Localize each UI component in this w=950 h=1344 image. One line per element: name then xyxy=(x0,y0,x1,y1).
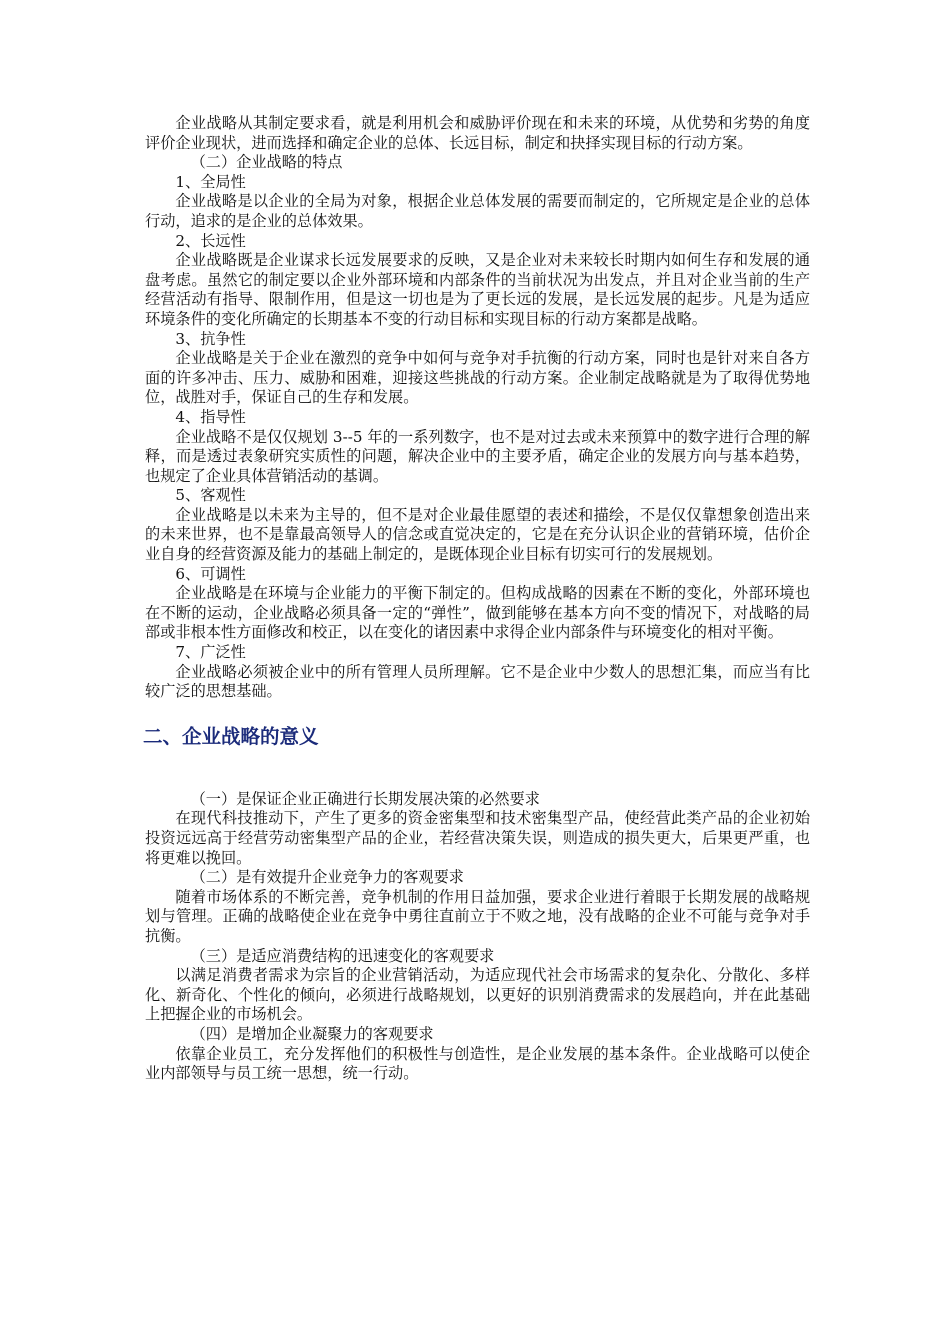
feature-text: 企业战略既是企业谋求长远发展要求的反映，又是企业对未来较长时期内如何生存和发展的通盘考虑。虽然它的制定要以企业外部环境和内部条件的当前状况为出发点，并且对企业当前的生产经营活动有指导、限制作用，但是这一切也是为了更长远的发展，是长远发展的起步。凡是为适应环境条件的变化所确定的长期基本不变的行动目标和实现目标的行动方案都是战略。 xyxy=(145,251,810,328)
feature-title: 1、全局性 xyxy=(175,172,246,191)
features-heading: （二）企业战略的特点 xyxy=(190,153,343,172)
feature-text: 企业战略是在环境与企业能力的平衡下制定的。但构成战略的因素在不断的变化，外部环境也在不断的运动，企业战略必须具备一定的“弹性”，做到能够在基本方向不变的情况下，对战略的局部或非根本性方面修改和校正，以在变化的诸因素中求得企业内部条件与环境变化的相对平衡。 xyxy=(145,584,810,642)
significance-text: 以满足消费者需求为宗旨的企业营销活动，为适应现代社会市场需求的复杂化、分散化、多样化、新奇化、个性化的倾向，必须进行战略规划，以更好的识别消费需求的发展趋向，并在此基础上把握企业的市场机会。 xyxy=(145,966,810,1024)
intro-paragraph: 企业战略从其制定要求看，就是利用机会和威胁评价现在和未来的环境，从优势和劣势的角度评价企业现状，进而选择和确定企业的总体、长远目标，制定和抉择实现目标的行动方案。 xyxy=(145,114,810,152)
feature-text: 企业战略不是仅仅规划 3--5 年的一系列数字，也不是对过去或未来预算中的数字进行合理的解释，而是透过表象研究实质性的问题，解决企业中的主要矛盾，确定企业的发展方向与基本趋势，也规定了企业具体营销活动的基调。 xyxy=(145,427,810,485)
feature-text: 企业战略是关于企业在激烈的竞争中如何与竞争对手抗衡的行动方案，同时也是针对来自各方面的许多冲击、压力、威胁和困难，迎接这些挑战的行动方案。企业制定战略就是为了取得优势地位，战胜对手，保证自己的生存和发展。 xyxy=(145,349,810,407)
significance-title: （一）是保证企业正确进行长期发展决策的必然要求 xyxy=(190,789,540,808)
feature-text: 企业战略是以未来为主导的，但不是对企业最佳愿望的表述和描绘，不是仅仅靠想象创造出来的未来世界，也不是靠最高领导人的信念或直觉决定的，它是在充分认识企业的营销环境，估价企业自身的经营资源及能力的基础上制定的，是既体现企业目标有切实可行的发展规划。 xyxy=(145,505,810,564)
significance-text: 依靠企业员工，充分发挥他们的积极性与创造性，是企业发展的基本条件。企业战略可以使企业内部领导与员工统一思想，统一行动。 xyxy=(145,1044,810,1083)
feature-text: 企业战略必须被企业中的所有管理人员所理解。它不是企业中少数人的思想汇集，而应当有比较广泛的思想基础。 xyxy=(145,662,810,701)
significance-text: 在现代科技推动下，产生了更多的资金密集型和技术密集型产品，使经营此类产品的企业初始投资远远高于经营劳动密集型产品的企业，若经营决策失误，则造成的损失更大，后果更严重，也将更难以挽回。 xyxy=(145,809,810,867)
feature-title: 6、可调性 xyxy=(175,564,246,583)
feature-text: 企业战略是以企业的全局为对象，根据企业总体发展的需要而制定的，它所规定是企业的总体行动，追求的是企业的总体效果。 xyxy=(145,192,810,230)
feature-title: 5、客观性 xyxy=(175,486,246,505)
significance-text: 随着市场体系的不断完善，竞争机制的作用日益加强，要求企业进行着眼于长期发展的战略规划与管理。正确的战略使企业在竞争中勇往直前立于不败之地，没有战略的企业不可能与竞争对手抗衡。 xyxy=(145,887,810,945)
feature-title: 7、广泛性 xyxy=(175,643,246,662)
document-page xyxy=(145,114,810,1084)
feature-title: 2、长远性 xyxy=(175,231,246,250)
section-heading: 二、企业战略的意义 xyxy=(143,724,319,748)
feature-title: 4、指导性 xyxy=(175,407,246,426)
significance-title: （四）是增加企业凝聚力的客观要求 xyxy=(190,1024,434,1043)
feature-title: 3、抗争性 xyxy=(175,329,246,348)
significance-title: （三）是适应消费结构的迅速变化的客观要求 xyxy=(190,946,495,965)
significance-title: （二）是有效提升企业竞争力的客观要求 xyxy=(190,868,464,887)
